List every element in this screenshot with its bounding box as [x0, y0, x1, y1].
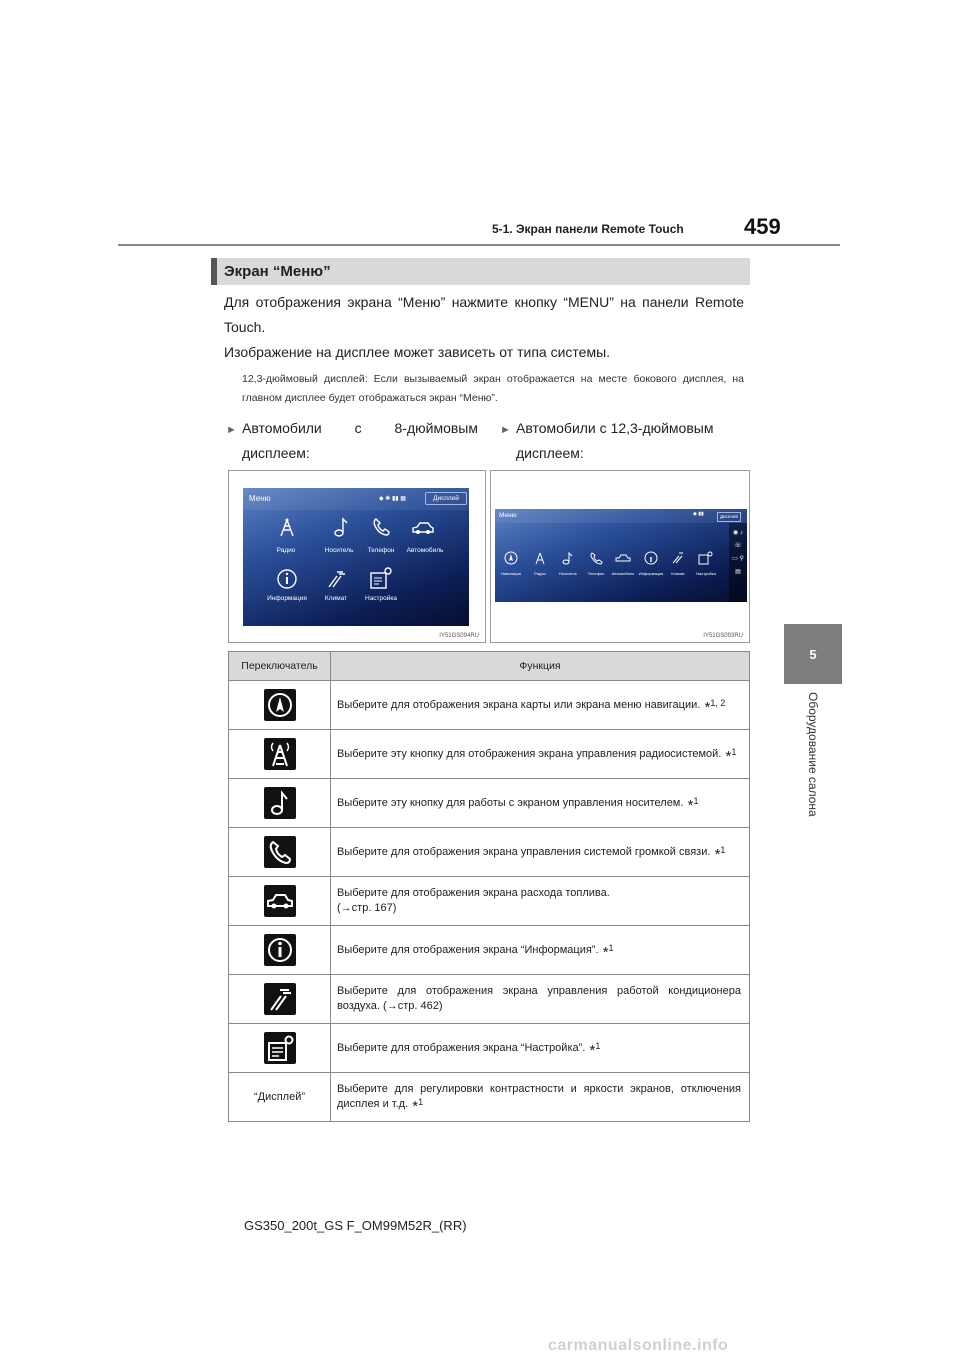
header-rule: [118, 244, 840, 246]
footnote-ref: 1, 2: [710, 697, 726, 708]
climate-icon[interactable]: [325, 568, 347, 590]
table-row: [229, 877, 750, 926]
page-number: 459: [744, 214, 781, 239]
display-button[interactable]: Дисплей: [717, 512, 741, 522]
footnote-ref: 1: [693, 795, 699, 806]
music-note-icon[interactable]: [333, 516, 349, 538]
image-code: IY51GS093RU: [703, 633, 743, 639]
image-code: IY51GS094RU: [439, 633, 479, 639]
row-text: Выберите для отображения экрана управления системой громкой связи.: [337, 845, 711, 858]
display-note: 12,3-дюймовый дисплей: Если вызываемый экран отображается на месте бокового дисплея, на главном дисплее будет отображаться экран “Меню”.: [242, 373, 744, 404]
screenshot-12inch: [490, 470, 750, 643]
document-code: GS350_200t_GS F_OM99M52R_(RR): [244, 1218, 467, 1233]
page-reference: (→стр. 167): [337, 902, 397, 914]
label-climate: Климат: [671, 571, 685, 576]
car-icon[interactable]: [615, 553, 631, 564]
row-text: Выберите для отображения экрана “Информация”.: [337, 943, 599, 956]
screenshot-8inch: [228, 470, 486, 643]
status-icons: ◆ ▮▮: [693, 511, 704, 517]
settings-icon[interactable]: [369, 566, 393, 590]
label-navigation: Навигация: [501, 571, 521, 576]
running-header: 5-1. Экран панели Remote Touch: [492, 222, 684, 236]
climate-icon: [264, 983, 296, 1015]
row-text: Выберите для регулировки контрастности и яркости экранов, отключения дисплея и т.д.: [337, 1083, 741, 1110]
label-media: Носитель: [559, 571, 577, 576]
info-icon: [264, 934, 296, 966]
label-climate: Климат: [324, 595, 348, 602]
table-row: Выберите эту кнопку для отображения экрана управления радиосистемой. *$^1$: [229, 730, 750, 779]
bullet-triangle-icon: ►: [500, 424, 511, 436]
display-switch-label: “Дисплей”: [229, 1073, 331, 1122]
label-information: Информация: [638, 571, 664, 576]
variant-8inch: Автомобили с 8-дюймовым дисплеем:: [242, 420, 478, 461]
phone-icon: [264, 836, 296, 868]
row-text: Выберите для отображения экрана управления работой кондиционера воздуха. (→стр. 462): [337, 985, 741, 1012]
car-icon: [264, 885, 296, 917]
music-note-icon: [264, 787, 296, 819]
label-radio: Радио: [534, 571, 546, 576]
label-vehicle: Автомобиль: [611, 571, 635, 576]
row-text: Выберите эту кнопку для работы с экраном управления носителем.: [337, 796, 684, 809]
label-information: Информация: [267, 595, 307, 602]
label-phone: Телефон: [587, 571, 605, 576]
footnote-ref: 1: [608, 942, 614, 953]
info-icon[interactable]: [644, 551, 658, 565]
table-row: Выберите для отображения экрана управления системой громкой связи. *$^1$: [229, 828, 750, 877]
label-phone: Телефон: [367, 547, 395, 554]
radio-tower-icon[interactable]: [533, 551, 547, 565]
footnote-ref: 1: [418, 1097, 424, 1107]
climate-icon[interactable]: [671, 551, 685, 565]
watermark: carmanualsonline.info: [548, 1337, 729, 1354]
row-text: Выберите для отображения экрана карты или экрана меню навигации.: [337, 698, 701, 711]
side-icons[interactable]: ◉ ♪ ☏ ▭ ⚲ ▤: [732, 530, 744, 575]
info-icon[interactable]: [276, 568, 298, 590]
menu-screen-12inch: [495, 509, 747, 602]
phone-icon[interactable]: [371, 516, 391, 538]
label-settings: Настройка: [365, 595, 397, 602]
music-note-icon[interactable]: [562, 551, 574, 565]
row-text: Выберите для отображения экрана расхода топлива.: [337, 887, 610, 899]
screen-title: Меню: [499, 512, 517, 519]
phone-icon[interactable]: [589, 551, 603, 565]
radio-tower-icon: [264, 738, 296, 770]
screen-title: Меню: [249, 494, 271, 503]
function-table: [228, 651, 750, 1122]
intro-paragraph: Для отображения экрана “Меню” нажмите кнопку “MENU” на панели Remote Touch.: [224, 294, 744, 335]
table-row: Выберите эту кнопку для работы с экраном управления носителем. *$^1$: [229, 779, 750, 828]
chapter-label: Оборудование салона: [806, 692, 820, 817]
radio-tower-icon[interactable]: [277, 516, 297, 538]
table-row: [229, 975, 750, 1024]
intro-paragraph-2: Изображение на дисплее может зависеть от типа системы.: [224, 344, 611, 360]
settings-icon: [264, 1032, 296, 1064]
column-header-function: Функция: [331, 652, 750, 681]
table-row: Выберите для отображения экрана карты или экрана меню навигации. *$^{1, 2}$: [229, 681, 750, 730]
label-settings: Настройка: [696, 571, 716, 576]
navigation-icon: [264, 689, 296, 721]
bullet-triangle-icon: ►: [226, 424, 237, 436]
footnote-ref: 1: [720, 844, 726, 855]
display-button[interactable]: Дисплей: [425, 492, 467, 505]
label-media: Носитель: [324, 547, 354, 554]
settings-icon[interactable]: [698, 551, 713, 566]
menu-screen-8inch: [243, 488, 469, 626]
navigation-icon[interactable]: [504, 551, 518, 565]
label-vehicle: Автомобиль: [406, 547, 444, 554]
column-header-switch: Переключатель: [229, 652, 331, 681]
car-icon[interactable]: [411, 520, 435, 536]
chapter-tab: 5: [784, 624, 842, 684]
table-row: Выберите для отображения экрана “Информация”. *$^1$: [229, 926, 750, 975]
variant-12inch: Автомобили с 12,3-дюймовым дисплеем:: [516, 420, 714, 461]
section-title: Экран “Меню”: [224, 263, 331, 280]
table-header-row: [229, 652, 750, 681]
row-text: Выберите эту кнопку для отображения экрана управления радиосистемой.: [337, 747, 722, 760]
row-text: Выберите для отображения экрана “Настройка”.: [337, 1041, 586, 1054]
label-radio: Радио: [276, 547, 296, 554]
footnote-ref: 1: [595, 1040, 601, 1051]
status-icons: ◆ ✱ ▮▮ ▦: [379, 496, 406, 502]
footnote-ref: 1: [731, 746, 737, 757]
table-row: Выберите для отображения экрана “Настройка”. *$^1$: [229, 1024, 750, 1073]
table-row: “Дисплей” Выберите для регулировки контрастности и яркости экранов, отключения дисплея и т.д. *$^1$: [229, 1073, 750, 1122]
